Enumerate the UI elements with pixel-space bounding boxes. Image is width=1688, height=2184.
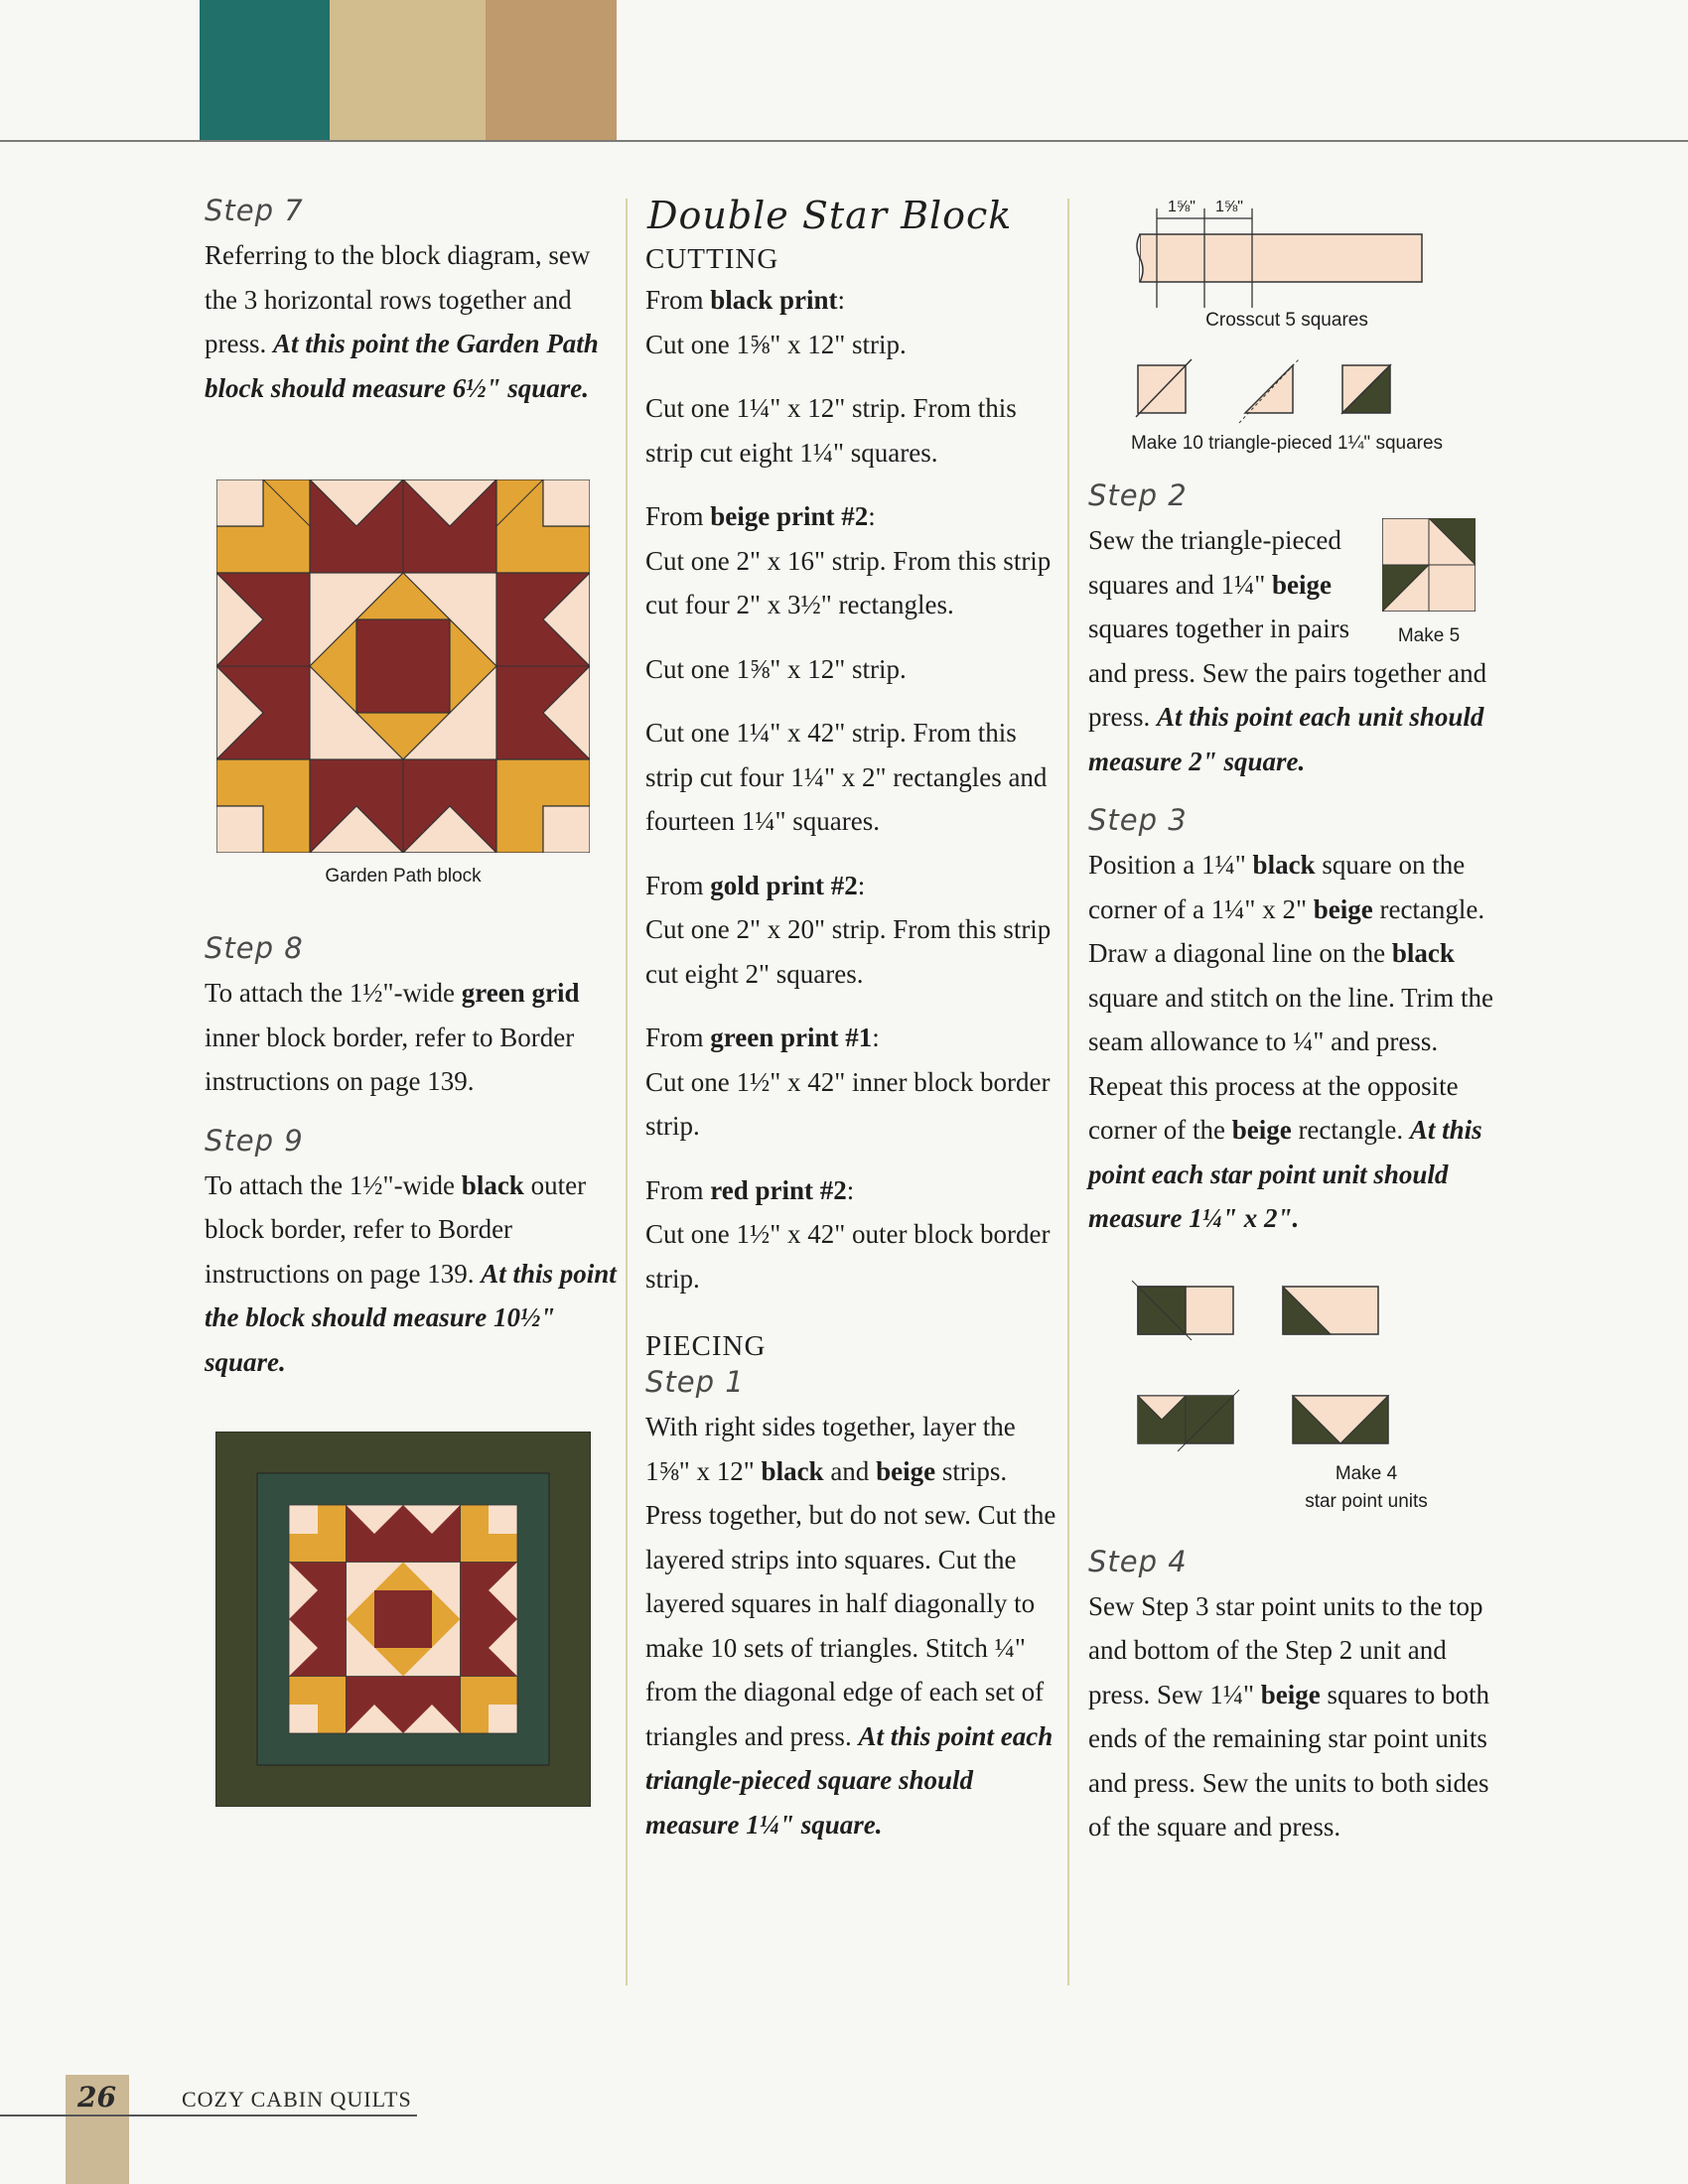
four-patch-diagram: [1382, 518, 1476, 612]
book-title: COZY CABIN QUILTS: [182, 2087, 412, 2112]
strip-dimension-1: 1⅝": [1168, 199, 1196, 215]
cutting-heading: CUTTING: [645, 243, 779, 275]
step-9-text: To attach the 1½"-wide black outer block border, refer to Border instructions on page 139. At this point the block should measure 10½" square.: [205, 1169, 617, 1377]
page-number: 26: [77, 2081, 116, 2114]
strip-dimension-2: 1⅝": [1215, 199, 1243, 215]
step-3-heading: Step 3: [1088, 803, 1188, 837]
triangle-squares-diagram: [1128, 340, 1466, 429]
step-7-text: Referring to the block diagram, sew the 3 horizontal rows together and press. At this point the Garden Path block should measure 6½" square.: [205, 240, 599, 403]
make-4-caption-line-2: star point units: [1305, 1490, 1428, 1512]
step-9-heading: Step 9: [205, 1123, 304, 1158]
footer-rule: [0, 2115, 417, 2116]
step-8-text: To attach the 1½"-wide green grid inner block border, refer to Border instructions on page 139.: [205, 978, 580, 1096]
column-middle: [645, 194, 1062, 1846]
garden-path-block-diagram: [216, 479, 590, 853]
cutting-beige-heading: From beige print #2:: [645, 501, 876, 531]
section-title: Double Star Block: [647, 194, 1013, 237]
column-left: [205, 194, 622, 1807]
step-1-text: With right sides together, layer the 1⅝" x 12" black and beige strips. Press together, but do not sew. Cut the layered strips into squares. Cut the layered squares in half diagonally to make 10 sets of triangles. Stitch ¼" from the diagonal edge of each set of triangles and press. At this point each triangle-pieced square should measure 1¼" square.: [645, 1412, 1056, 1840]
cutting-green-heading: From green print #1:: [645, 1023, 880, 1052]
triangle-caption: Make 10 triangle-pieced 1¼" squares: [1130, 433, 1444, 454]
triangle-figure: [1088, 340, 1505, 471]
cutting-black-line-2: Cut one 1¼" x 12" strip. From this strip cut eight 1¼" squares.: [645, 393, 1017, 468]
make-4-caption-line-1: Make 4: [1335, 1462, 1398, 1484]
cutting-black-line-1: Cut one 1⅝" x 12" strip.: [645, 329, 907, 359]
piecing-heading: PIECING: [645, 1330, 767, 1362]
cutting-gold-line-1: Cut one 2" x 20" strip. From this strip cut eight 2" squares.: [645, 914, 1052, 989]
strip-figure: [1088, 199, 1505, 338]
step-2-heading: Step 2: [1088, 478, 1188, 512]
cutting-green-line-1: Cut one 1½" x 42" inner block border strip.: [645, 1066, 1051, 1141]
cutting-beige-line-2: Cut one 1⅝" x 12" strip.: [645, 653, 907, 684]
color-swatch-tan: [486, 0, 617, 140]
bordered-block-diagram: [215, 1432, 591, 1807]
make-5-figure: [1374, 518, 1483, 647]
step-3-text: Position a 1¼" black square on the corner of a 1¼" x 2" beige rectangle. Draw a diagonal line on the black square and stitch on the line. Trim the seam allowance to ¼" and press. Repeat this process at the opposite corner of the beige rectangle. At this point each star point unit should measure 1¼" x 2".: [1088, 850, 1493, 1233]
column-right: [1088, 199, 1505, 1849]
strip-caption: Crosscut 5 squares: [1205, 310, 1368, 331]
step-1-heading: Step 1: [645, 1365, 745, 1399]
star-point-units-diagram: [1128, 1281, 1426, 1479]
cutting-red-heading: From red print #2:: [645, 1174, 855, 1205]
cutting-beige-line-1: Cut one 2" x 16" strip. From this strip cut four 2" x 3½" rectangles.: [645, 545, 1052, 619]
cutting-beige-line-3: Cut one 1¼" x 42" strip. From this strip cut four 1¼" x 2" rectangles and fourteen 1¼" squares.: [645, 718, 1048, 836]
cutting-gold-heading: From gold print #2:: [645, 870, 866, 900]
step-4-text: Sew Step 3 star point units to the top and bottom of the Step 2 unit and press. Sew 1¼" beige squares to both ends of the remaining star point units and press. Sew the units to both sides of the square and press.: [1088, 1590, 1489, 1842]
step-2-text: Sew the triangle-pieced squares and 1¼" beige squares together in pairs and press. Sew the pairs together and press. At this point each unit should measure 2" square.: [1088, 525, 1487, 776]
color-swatch-beige: [330, 0, 486, 140]
column-divider-2: [1067, 199, 1069, 1985]
step-4-heading: Step 4: [1088, 1544, 1188, 1578]
garden-path-figure: [216, 479, 590, 887]
color-swatch-teal: [200, 0, 330, 140]
star-point-figure: [1088, 1281, 1505, 1539]
page-footer: [0, 2075, 1688, 2184]
column-divider-1: [626, 199, 628, 1985]
make-5-caption: Make 5: [1397, 625, 1461, 646]
step-8-heading: Step 8: [205, 931, 304, 965]
step-7-heading: Step 7: [205, 194, 304, 227]
cutting-red-line-1: Cut one 1½" x 42" outer block border strip.: [645, 1219, 1051, 1294]
garden-path-caption: Garden Path block: [325, 866, 482, 887]
cutting-black-heading: From black print:: [645, 285, 846, 315]
header-band: [0, 0, 1688, 142]
